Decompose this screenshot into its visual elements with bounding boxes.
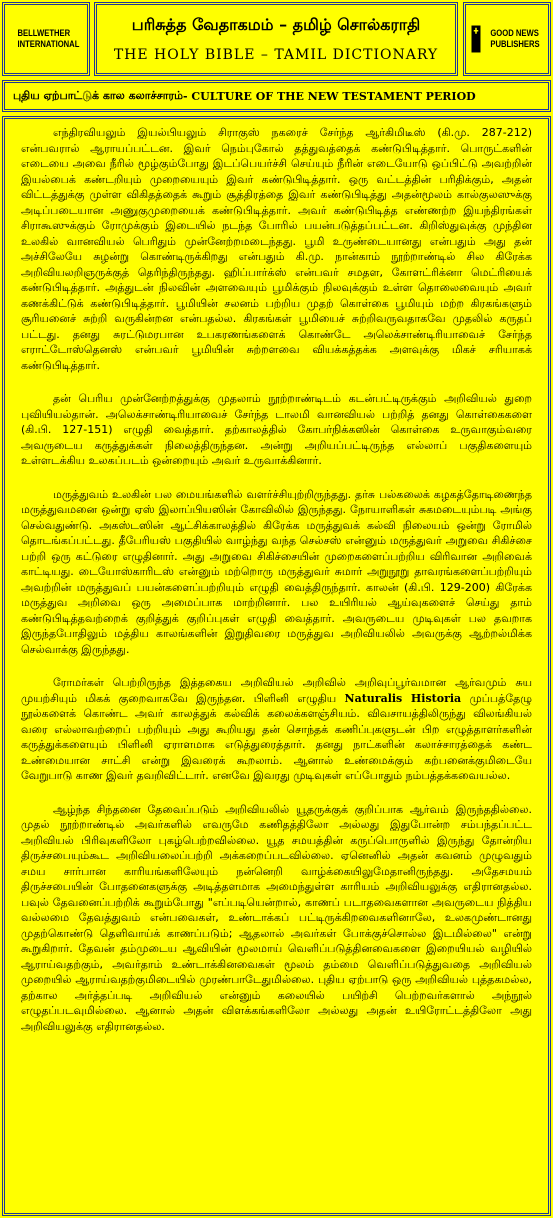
book-icon [470, 19, 482, 59]
good-news-logo[interactable] [463, 2, 551, 76]
right-logo-text [490, 28, 539, 50]
paragraph: தன் பெரிய முன்னேற்றத்துக்கு முதலாம் நூற்றாண்டிடம் கடன்பட்டிருக்கும் அறிவியல் துறை புவியியல்தான். அலெக்சாண்டிரியாவைச் சேர்ந்த டாலமி வானவியல் பற்றித் தனது கொள்கைகளை (கி.பி. 127-151) எழுதி வைத்தார். தற்காலத்தில் கோபர்நிக்கஸின் கொள்கை உருவாகும்வரை அவருடைய கருத்துக்கள் நிலைத்திருந்தன. அன்று அறியப்பட்டிருந்த எல்லாப் பகுதிகளையும் உள்ளடக்கிய உலகப்படம் ஒன்றையும் அவர் உருவாக்கினார். [21, 392, 532, 467]
paragraph-part-before: ரோமர்கள் பெற்றிருந்த இத்தகைய அறிவியல் அறிவில் அறிவுப்பூர்வமான ஆர்வமும் சுய முயற்சியும் மிகக் குறைவாகவே இருந்தன. பிளினி எழுதிய [21, 676, 532, 705]
title-box [94, 2, 458, 76]
left-logo-line1: BELLWETHER [17, 28, 70, 38]
right-logo-line2: PUBLISHERS [490, 39, 540, 49]
left-logo-line2: INTERNATIONAL [17, 39, 79, 49]
title-tamil: பரிசுத்த வேதாகமம் – தமிழ் சொல்கராதி [131, 15, 421, 34]
subtitle-english: - CULTURE OF THE NEW TESTAMENT PERIOD [183, 89, 476, 103]
bellwether-logo[interactable] [2, 2, 90, 76]
paragraph: எந்திரவியலும் இயல்பியலும் சிராகுஸ் நகரைச் சேர்ந்த ஆர்கிமிடீஸ் (கி.மு. 287-212) என்பவரால் ஆராயப்பட்டன. இவர் நெம்புகோல் தத்துவத்தைக் கண்டுபிடித்தார். பொருட்களின் எடையை அவை நீரில் மூழ்கும்போது இடப்பெயர்ச்சி செய்யும் நீரின் எடையோடு ஒப்பிட்டு அவற்றின் இயல்பைக் கண்டறியும் முறையையும் இவர் கண்டுபிடித்தார். ஒரு வட்டத்தின் பரிதிக்கும், அதன் விட்டத்துக்கு முள்ள விகிதத்தைக் கூறும் சூத்திரத்தை இவர் கண்டுபிடித்து அதன்மூலம் கால்குலஸுக்கு அடிப்படையான அணுகுமுறையைக் கண்டுபிடித்தார். அவர் கண்டுபிடித்த எண்ணற்ற இயந்திரங்கள் சிராகூஸுக்கும் ரோமுக்கும் இடையில் நடந்த போரில் பயன்படுத்தப்பட்டன. கிறிஸ்துவுக்கு முந்தின உலகில் வானவியல் பெரிதும் முன்னேற்றமடைந்தது. பூமி உருண்டையானது என்பதும் அது தன் அச்சிலேயே சுழன்று கொண்டிருக்கிறது என்பதும் கி.மு. நான்காம் நூற்றாண்டில் சில கிரேக்க அறிவியலறிஞருக்குத் தெரிந்திருந்தது. ஹிப்பார்க்ஸ் என்பவர் சமதள, கோளட்ரிக்னா மெட்ரியைக் கண்டுபிடித்தார். அத்துடன் நிலவின் அளவையும் பூமிக்கும் நிலவுக்கும் உள்ள தொலைவையும் அவர் கணக்கிட்டுக் கண்டுபிடித்தார். பூமியின் சலனம் பற்றிய முதற் கொள்கை பூமியும் மற்ற கிரகங்களும் சூரியனைச் சுற்றி வருகின்றன என்பதல்ல. கிரகங்கள் பூமியைச் சுற்றிவருவதாகவே முதலில் கருதப் பட்டது. தனது சுரட்டுமரபான உபகரணங்களைக் கொண்டே அலெக்சாண்டிரியாவைச் சேர்ந்த எராட்டோஸ்தெனஸ் என்பவர் பூமியின் சுற்றளவை வியக்கத்தக்க அளவுக்கு மிகச் சரியாகக் கண்டுபிடித்தார். [21, 126, 533, 372]
header [2, 2, 551, 76]
article-body [2, 116, 551, 1216]
paragraph-part-after: முப்பத்தேழு நூல்களைக் கொண்ட அவர் காலத்துக் கல்விக் கலைக்களஞ்சியம். விவசாயத்திலிருந்து விலங்கியல் வரை எல்லாவற்றைப் பற்றியும் அது கூறியது தன் சொந்தக் கணிப்புகளுடன் பிற எழுத்தாளர்களின் கருத்துக்களையும் பிளினி ஏராளமாக எடுத்துரைத்தார். தனது நாட்களின் கலாச்சாரத்தைக் கண்ட உண்மையான சாட்சி என்று இவரைக் கூறலாம். ஆனால் உண்மைக்கும் கற்பனைக்குமிடையே வேறுபாடு காண இவர் தவறிவிட்டார். எனவே இவரது முடிவுகள் எப்போதும் நம்பத்தக்கவையல்ல. [21, 691, 532, 782]
paragraph: மருத்துவம் உலகின் பல மையங்களில் வளர்ச்சியுற்றிருந்தது. தர்சு பல்கலைக் கழகத்தோடிணைந்த மருத்துவமனை ஒன்று ஏஸ் இலாப்பியஸின் கோவிலில் இருந்தது. நோயாளிகள் சுகமடையும்படி அங்கு செல்வதுண்டு. அகஸ்டஸின் ஆட்சிக்காலத்தில் கிரேக்க மருத்துவக் கல்வி நிலையம் ஒன்று ரோமில் தொடங்கப்பட்டது. தீபேரியஸ் பகுதியில் வாழ்ந்து வந்த செல்சஸ் என்னும் மருத்துவர் அறுவை சிகிச்சை பற்றி ஒரு கட்டுரை எழுதினார். அது அறுவை சிகிச்சையின் முறைகளைப்பற்றிய விரிவான அறிவைக் காட்டியது. டையோஸ்காரிடஸ் என்னும் மற்றொரு மருத்துவர் சுமார் அறுநூறு தாவரங்களைப்பற்றியும் அவற்றின் மருத்துவப் பயன்களைப்பற்றியும் எழுதி வைத்திருந்தார். காலன் (கி.பி. 129-200) கிரேக்க மருத்துவ அறிவை ஒரு அமைப்பாக மாற்றினார். பல உயிரியல் ஆய்வுகளைச் செய்து தாம் கண்டுபிடித்தவற்றைக் குறித்துக் குறிப்புகள் எழுதி வைத்தார். அவருடைய முடிவுகள் பல தவறாக இருந்தபோதிலும் மத்திய காலங்களின் இறுதிவரை மருத்துவ அறிவியலில் அவருக்கு ஆற்றல்மிக்க செல்வாக்கு இருந்தது. [21, 487, 532, 656]
title-english: THE HOLY BIBLE – TAMIL DICTIONARY [113, 47, 439, 63]
paragraph-with-title [21, 675, 532, 784]
section-subtitle [2, 80, 551, 112]
naturalis-historia-title: Naturalis Historia [344, 691, 462, 705]
subtitle-tamil: புதிய ஏற்பாட்டுக் கால கலாச்சாரம் [13, 88, 184, 102]
paragraph: ஆழ்ந்த சிந்தனை தேவைப்படும் அறிவியலில் யூதருக்குக் குறிப்பாக ஆர்வம் இருந்ததில்லை. முதல் நூற்றாண்டில் அவர்களில் எவருமே கணிதத்திலோ அல்லது இதுபோன்ற சம்பந்தப்பட்ட அறிவியல் பிரிவுகளிலோ புகழ்பெற்றவில்லை. யூத சமயத்தின் கருப்பொருளில் இருந்து தோன்றிய திருச்சபையும்கூட அறிவியலைப்பற்றி அக்கறைப்படவில்லை. ஏனெனில் அதன் கவனம் முழுவதும் சமய சார்பான காரியங்களிலேயும் நன்னெறி வாழ்க்கையிலுமேதானிருந்தது. அதேசமயம் திருச்சபையின் போதனைகளுக்கு அடித்தளமாக அமைந்துள்ள காரியம் அறிவியலுக்கு எதிரானதல்ல. பவுல் தேவனைப்பற்றிக் கூறும்போது "எப்படியென்றால், காணப் படாதவைகளான அவருடைய நித்திய வல்லமை தேவத்துவம் என்பவைகள், உண்டாக்கப் பட்டிருக்கிறவைகளினாலே, உலகமுண்டானது முதற்கொண்டு தெளிவாய்க் காணப்படும்; ஆதலால் அவர்கள் போக்குச்சொல்ல இடமில்லை" என்று கூறுகிறார். தேவன் தம்முடைய ஆவியின் மூலமாய் வெளிப்படுத்தினவைகளை இறையியல் வழியில் ஆராய்வதற்கும், அவர்தாம் உண்டாக்கினவைகள் மூலம் தம்மை வெளிப்படுத்துவதை அறிவியல் முறையில் ஆராய்வதற்குமிடையில் முரண்பாடேதுமில்லை. புதிய ஏற்பாடு ஒரு அறிவியல் புத்தகமல்ல, தற்கால அர்த்தப்படி அறிவியல் என்னும் கலையில் பயிற்சி பெற்றவர்களால் அந்நூல் எழுதப்படவுமில்லை. ஆனால் அதன் விளக்கங்களிலோ அல்லது அதன் உயிரோட்டத்திலோ அது அறிவியலுக்கு எதிரானதல்ல. [21, 802, 532, 1033]
right-logo-line1: GOOD NEWS [490, 28, 539, 38]
left-logo-text [17, 28, 79, 50]
